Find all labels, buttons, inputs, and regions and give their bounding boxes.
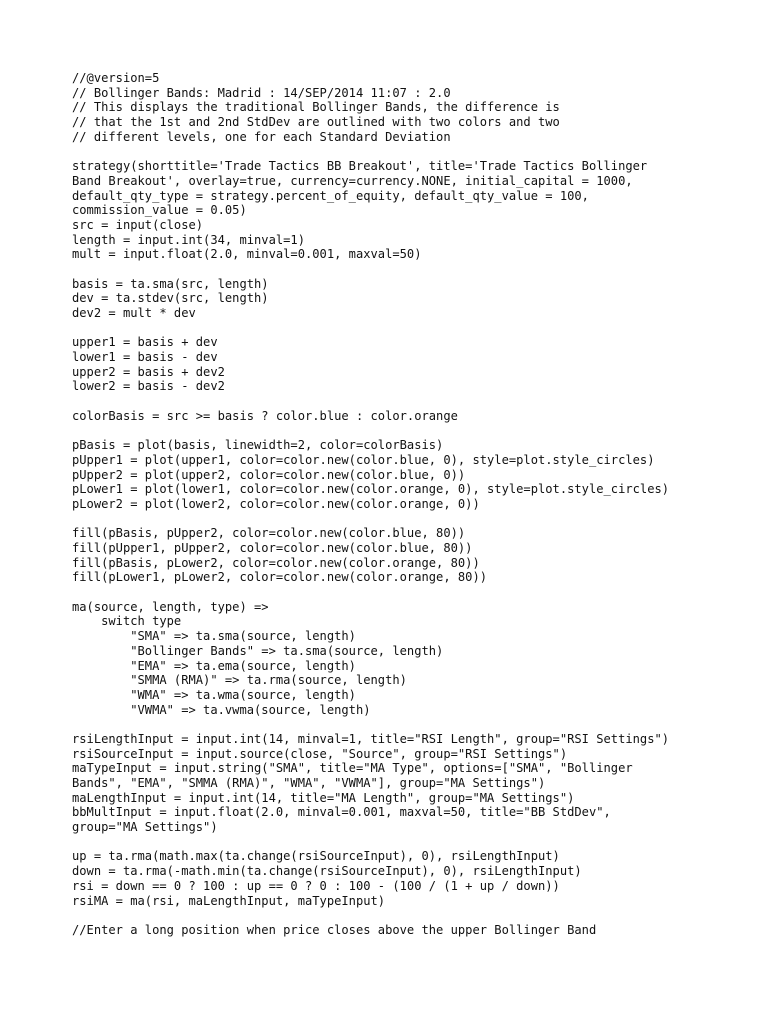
code-line: basis = ta.sma(src, length)	[72, 276, 269, 291]
code-line: colorBasis = src >= basis ? color.blue : color.orange	[72, 408, 458, 423]
code-line: ma(source, length, type) =>	[72, 599, 269, 614]
code-line: group="MA Settings")	[72, 820, 218, 835]
code-line: rsiLengthInput = input.int(14, minval=1, title="RSI Length", group="RSI Settings")	[72, 731, 670, 746]
code-line: dev2 = mult * dev	[72, 306, 196, 320]
code-line: "EMA" => ta.ema(source, length)	[72, 658, 356, 673]
code-line: "VWMA" => ta.vwma(source, length)	[72, 702, 371, 717]
code-line: maTypeInput = input.string("SMA", title="MA Type", options=["SMA", "Bollinger	[72, 761, 633, 776]
code-line: rsi = down == 0 ? 100 : up == 0 ? 0 : 100 - (100 / (1 + up / down))	[72, 878, 560, 893]
blank-line	[72, 262, 732, 277]
code-line: lower2 = basis - dev2	[72, 379, 225, 394]
blank-line	[72, 394, 732, 409]
code-line: "Bollinger Bands" => ta.sma(source, length)	[72, 643, 444, 658]
blank-line	[72, 835, 732, 850]
code-line: src = input(close)	[72, 217, 204, 232]
code-line: pUpper2 = plot(upper2, color=color.new(color.blue, 0))	[72, 467, 466, 482]
code-line: bbMultInput = input.float(2.0, minval=0.001, maxval=50, title="BB StdDev",	[72, 805, 611, 820]
code-line: maLengthInput = input.int(14, title="MA Length", group="MA Settings")	[72, 790, 575, 805]
code-line: pUpper1 = plot(upper1, color=color.new(color.blue, 0), style=plot.style_circles)	[72, 452, 655, 467]
code-line: // This displays the traditional Bollinger Bands, the difference is	[72, 100, 560, 115]
blank-line	[72, 908, 732, 923]
code-line: pLower1 = plot(lower1, color=color.new(color.orange, 0), style=plot.style_circles)	[72, 482, 670, 497]
code-line: upper1 = basis + dev	[72, 335, 218, 350]
code-line: fill(pBasis, pUpper2, color=color.new(color.blue, 80))	[72, 526, 466, 541]
blank-line	[72, 585, 732, 600]
code-line: lower1 = basis - dev	[72, 350, 218, 365]
code-line: pBasis = plot(basis, linewidth=2, color=colorBasis)	[72, 438, 444, 453]
code-line: "WMA" => ta.wma(source, length)	[72, 687, 356, 702]
code-line: strategy(shorttitle='Trade Tactics BB Breakout', title='Trade Tactics Bollinger	[72, 159, 648, 174]
code-line: default_qty_type = strategy.percent_of_equity, default_qty_value = 100,	[72, 188, 589, 203]
code-line: mult = input.float(2.0, minval=0.001, maxval=50)	[72, 247, 422, 262]
code-line: //@version=5	[72, 71, 160, 85]
code-line: Bands", "EMA", "SMMA (RMA)", "WMA", "VWMA"], group="MA Settings")	[72, 776, 546, 790]
code-line: "SMA" => ta.sma(source, length)	[72, 629, 356, 644]
code-line: dev = ta.stdev(src, length)	[72, 291, 269, 306]
code-line: fill(pBasis, pLower2, color=color.new(color.orange, 80))	[72, 555, 480, 570]
code-line: Band Breakout', overlay=true, currency=currency.NONE, initial_capital = 1000,	[72, 173, 633, 188]
code-line: switch type	[72, 614, 182, 629]
code-line: length = input.int(34, minval=1)	[72, 232, 305, 247]
code-line: fill(pUpper1, pUpper2, color=color.new(color.blue, 80))	[72, 541, 473, 555]
code-line: // Bollinger Bands: Madrid : 14/SEP/2014 11:07 : 2.0	[72, 85, 451, 100]
code-line: down = ta.rma(-math.min(ta.change(rsiSourceInput), 0), rsiLengthInput)	[72, 864, 582, 879]
code-line: commission_value = 0.05)	[72, 203, 247, 218]
code-line: //Enter a long position when price closes above the upper Bollinger Band	[72, 922, 597, 937]
code-line: upper2 = basis + dev2	[72, 364, 225, 379]
blank-line	[72, 144, 732, 159]
code-line: up = ta.rma(math.max(ta.change(rsiSourceInput), 0), rsiLengthInput)	[72, 849, 560, 864]
blank-line	[72, 717, 732, 732]
blank-line	[72, 321, 732, 336]
code-line: fill(pLower1, pLower2, color=color.new(color.orange, 80))	[72, 570, 488, 585]
blank-line	[72, 512, 732, 527]
code-line: rsiMA = ma(rsi, maLengthInput, maTypeInput)	[72, 893, 386, 908]
code-line: // that the 1st and 2nd StdDev are outlined with two colors and two	[72, 115, 560, 130]
blank-line	[72, 424, 732, 439]
code-line: rsiSourceInput = input.source(close, "Source", group="RSI Settings")	[72, 746, 568, 761]
code-line: "SMMA (RMA)" => ta.rma(source, length)	[72, 673, 407, 688]
code-listing	[72, 71, 732, 938]
code-line: // different levels, one for each Standard Deviation	[72, 129, 451, 144]
code-line: pLower2 = plot(lower2, color=color.new(color.orange, 0))	[72, 496, 480, 511]
